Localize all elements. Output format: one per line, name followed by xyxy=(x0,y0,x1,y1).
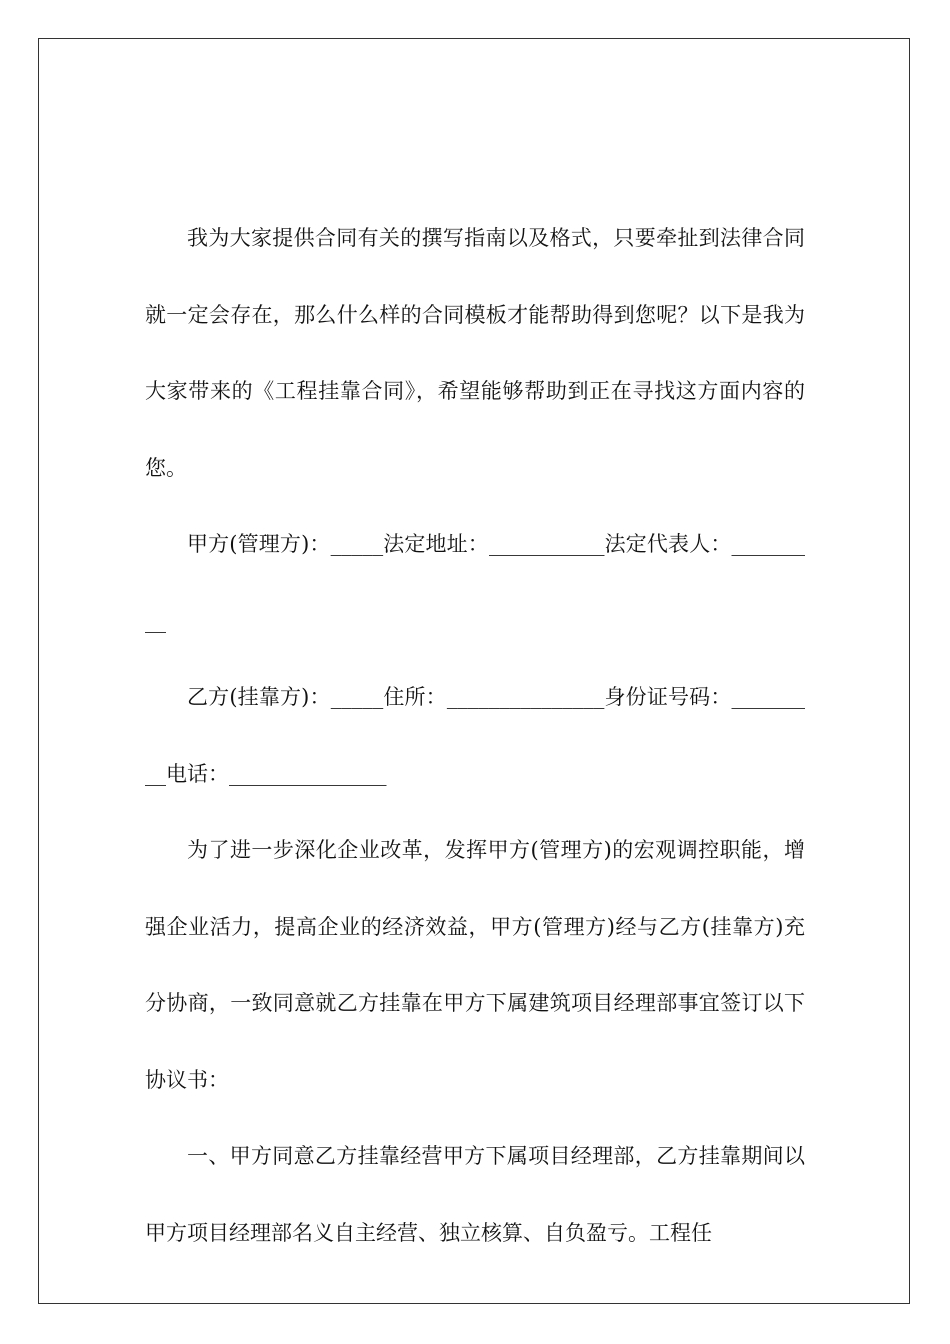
party-b-info: 乙方(挂靠方)：_____住所：_______________身份证号码：_________电话：_______________ xyxy=(145,685,805,786)
intro-paragraph: 我为大家提供合同有关的撰写指南以及格式，只要牵扯到法律合同就一定会存在，那么什么样的合同模板才能帮助得到您呢？以下是我为大家带来的《工程挂靠合同》，希望能够帮助到正在寻找这方面内容的您。 xyxy=(145,226,805,480)
clause-one: 一、甲方同意乙方挂靠经营甲方下属项目经理部，乙方挂靠期间以甲方项目经理部名义自主经营、独立核算、自负盈亏。工程任 xyxy=(145,1144,805,1245)
preamble-paragraph: 为了进一步深化企业改革，发挥甲方(管理方)的宏观调控职能，增强企业活力，提高企业的经济效益，甲方(管理方)经与乙方(挂靠方)充分协商，一致同意就乙方挂靠在甲方下属建筑项目经理部事宜签订以下协议书： xyxy=(145,838,805,1092)
party-a-info: 甲方(管理方)：_____法定地址：___________法定代表人：_________ xyxy=(145,532,805,633)
document-body xyxy=(145,200,805,1271)
